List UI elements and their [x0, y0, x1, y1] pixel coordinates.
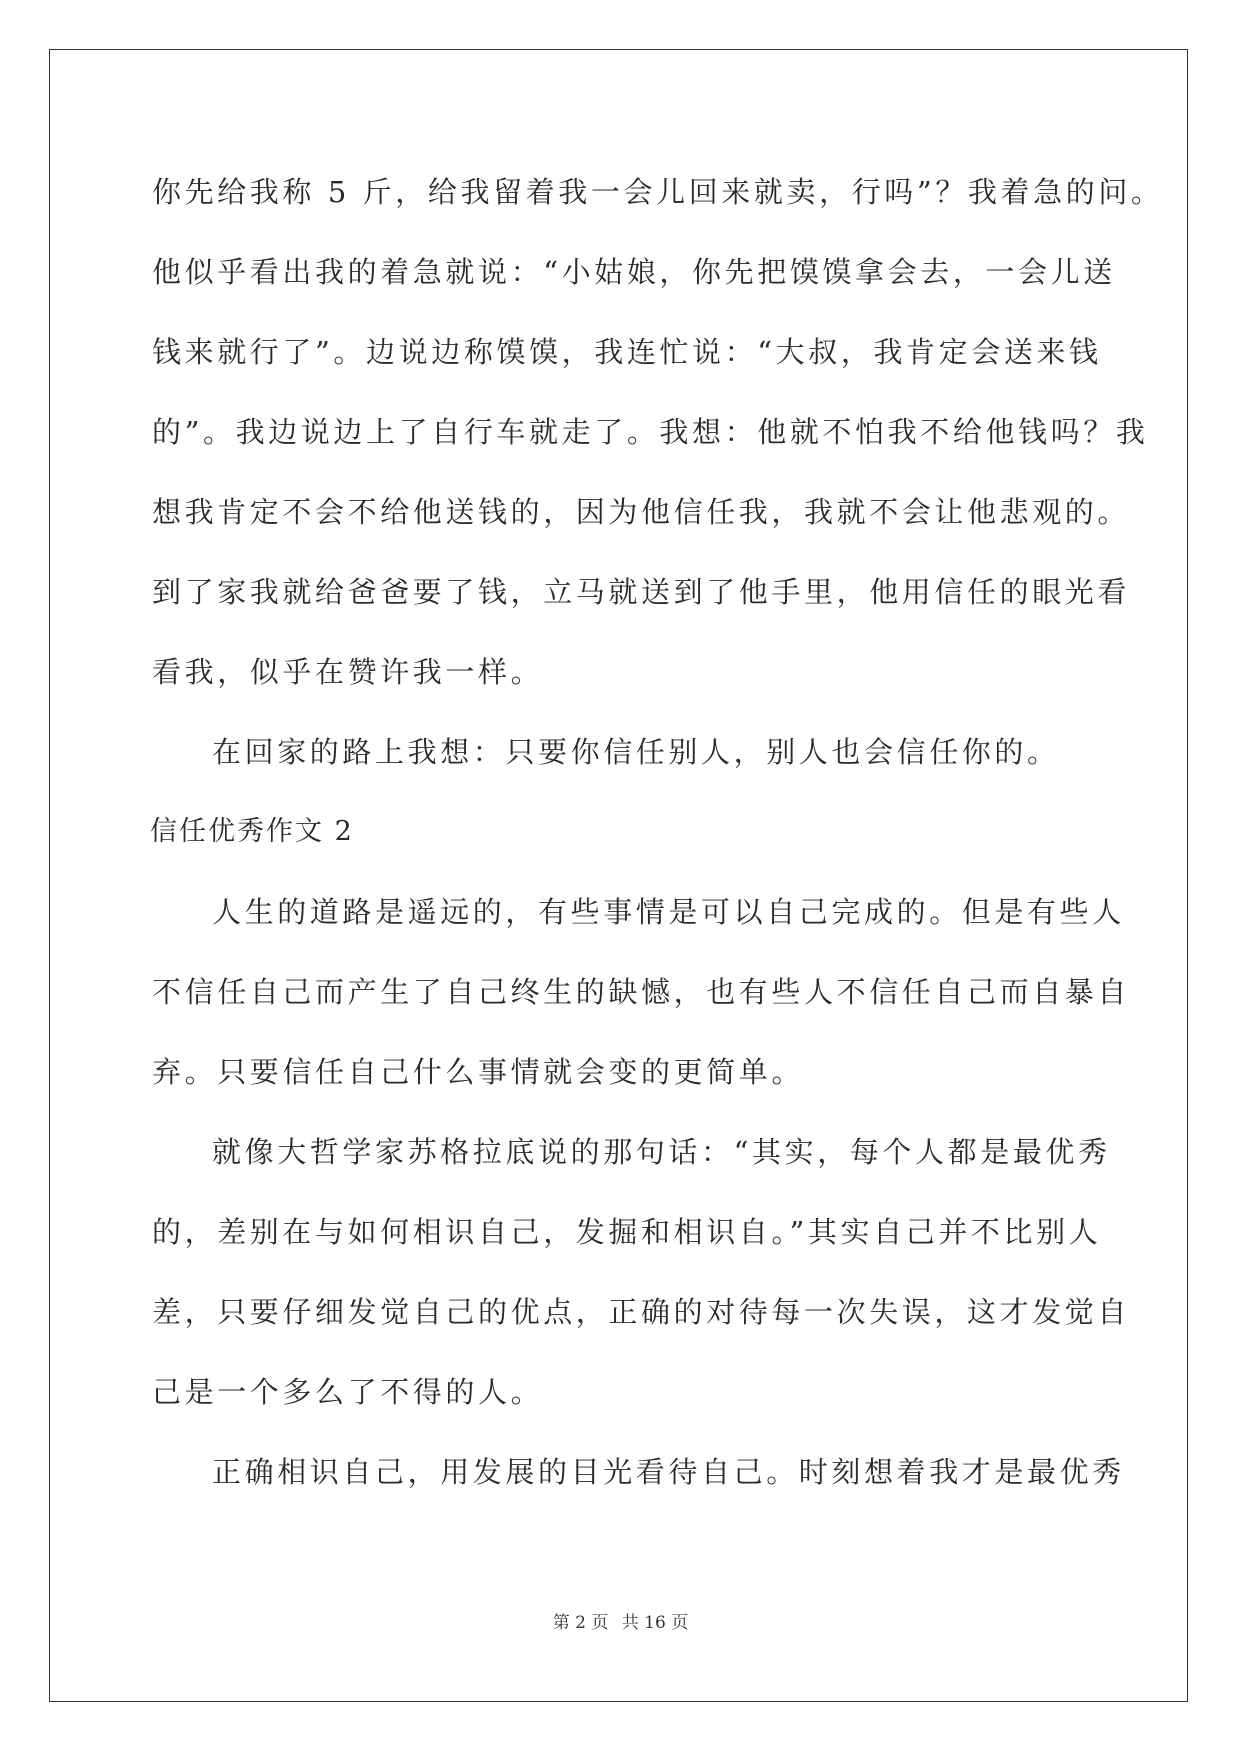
- paragraph-line: 的”。我边说边上了自行车就走了。我想：他就不怕我不给他钱吗？我: [152, 415, 1149, 449]
- paragraph-line: 看我，似乎在赞许我一样。: [152, 655, 544, 689]
- paragraph-line: 不信任自己而产生了自己终生的缺憾，也有些人不信任自己而自暴自: [152, 975, 1131, 1009]
- paragraph-line: 己是一个多么了不得的人。: [152, 1375, 544, 1409]
- page-number: 第 2 页: [552, 1613, 609, 1633]
- paragraph-line: 就像大哲学家苏格拉底说的那句话：“其实，每个人都是最优秀: [212, 1135, 1111, 1169]
- paragraph-line: 想我肯定不会不给他送钱的，因为他信任我，我就不会让他悲观的。: [152, 495, 1131, 529]
- page-total: 共 16 页: [621, 1613, 689, 1633]
- paragraph-line: 的，差别在与如何相识自己，发掘和相识自。”其实自己并不比别人: [152, 1215, 1102, 1249]
- paragraph-line: 弃。只要信任自己什么事情就会变的更简单。: [152, 1055, 805, 1089]
- paragraph-line: 到了家我就给爸爸要了钱，立马就送到了他手里，他用信任的眼光看: [152, 575, 1131, 609]
- paragraph-line: 你先给我称 5 斤，给我留着我一会儿回来就卖，行吗”？我着急的问。: [152, 175, 1164, 209]
- paragraph-line: 在回家的路上我想：只要你信任别人，别人也会信任你的。: [212, 735, 1060, 769]
- paragraph-line: 差，只要仔细发觉自己的优点，正确的对待每一次失误，这才发觉自: [152, 1295, 1131, 1329]
- paragraph-line: 他似乎看出我的着急就说：“小姑娘，你先把馍馍拿会去，一会儿送: [152, 255, 1116, 289]
- paragraph-line: 钱来就行了”。边说边称馍馍，我连忙说：“大叔，我肯定会送来钱: [152, 335, 1102, 369]
- paragraph-line: 正确相识自己，用发展的目光看待自己。时刻想着我才是最优秀: [212, 1455, 1125, 1489]
- page-footer: [0, 1611, 1241, 1635]
- section-heading: 信任优秀作文 2: [150, 816, 354, 847]
- paragraph-line: 人生的道路是遥远的，有些事情是可以自己完成的。但是有些人: [212, 895, 1125, 929]
